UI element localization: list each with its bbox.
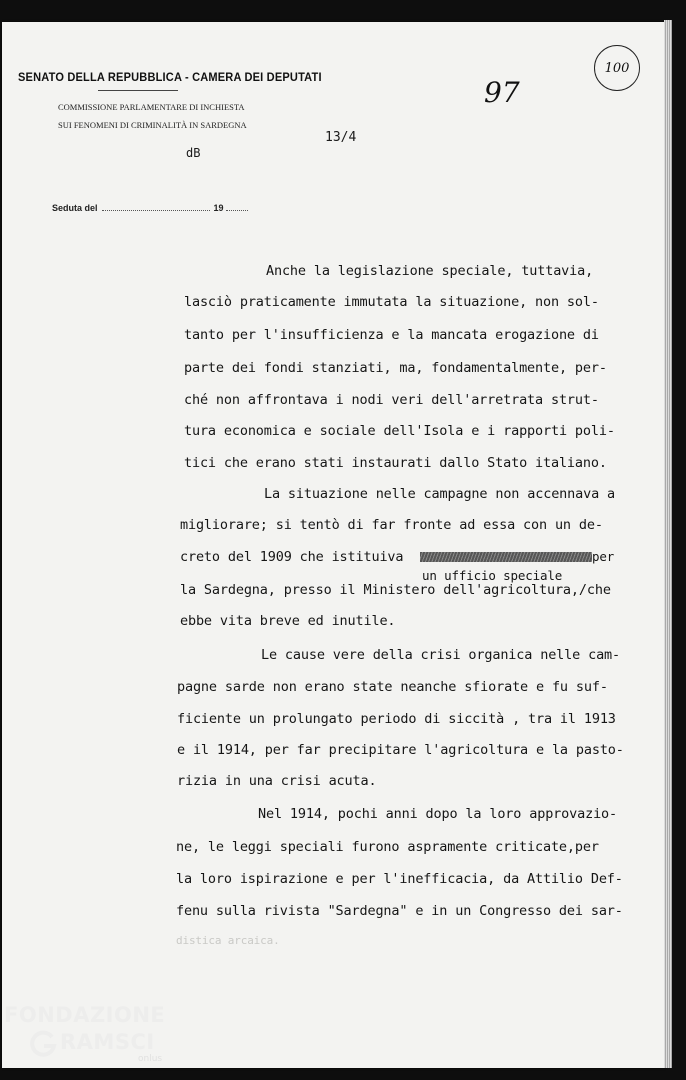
circled-page-number-text: 100 — [604, 60, 630, 76]
watermark-line-1: FONDAZIONE — [4, 1003, 166, 1027]
text-line: Anche la legislazione speciale, tuttavia, — [266, 263, 594, 279]
watermark-suffix: onlus — [138, 1054, 163, 1064]
seduta-line — [52, 202, 248, 213]
commission-line-2: SUI FENOMENI DI CRIMINALITÀ IN SARDEGNA — [58, 120, 247, 130]
text-line: tici che erano stati instaurati dallo Stato italiano. — [184, 455, 607, 471]
commission-line-1: COMMISSIONE PARLAMENTARE DI INCHIESTA — [58, 102, 245, 112]
text-line: ne, le leggi speciali furono aspramente criticate,per — [176, 839, 599, 855]
text-line: lasciò praticamente immutata la situazione, non sol- — [184, 294, 599, 310]
text-line: fenu sulla rivista "Sardegna" e in un Congresso dei sar- — [176, 903, 623, 919]
watermark-g-logo-icon — [28, 1028, 58, 1058]
bleed-through-text: distica arcaica. — [176, 934, 280, 947]
seduta-date-blank — [102, 202, 210, 211]
inserted-correction: un ufficio speciale — [422, 568, 563, 583]
struck-out-text — [420, 552, 592, 562]
text-line: Nel 1914, pochi anni dopo la loro approvazio- — [258, 806, 617, 822]
text-line: la loro ispirazione e per l'inefficacia, da Attilio Def- — [176, 871, 623, 887]
text-line: tura economica e sociale dell'Isola e i rapporti poli- — [184, 423, 615, 439]
watermark-line-2: RAMSCI — [60, 1030, 155, 1054]
seduta-year: 19 — [213, 203, 224, 213]
text-line: tanto per l'insufficienza e la mancata erogazione di — [184, 327, 599, 343]
title-rule — [98, 90, 178, 91]
seduta-label: Seduta del — [52, 203, 98, 213]
page-edge — [664, 20, 672, 1068]
text-line: migliorare; si tentò di far fronte ad essa con un de- — [180, 517, 603, 533]
text-line: Le cause vere della crisi organica nelle cam- — [261, 647, 620, 663]
reference-number: 13/4 — [325, 130, 357, 145]
institution-title: SENATO DELLA REPUBBLICA - CAMERA DEI DEPUTATI — [18, 70, 322, 84]
text-line: per — [592, 549, 615, 564]
handwritten-page-number: 97 — [484, 76, 520, 109]
text-line: ficiente un prolungato periodo di siccità , tra il 1913 — [177, 711, 616, 727]
text-line: la Sardegna, presso il Ministero dell'agricoltura,/che — [180, 582, 611, 598]
text-line: parte dei fondi stanziati, ma, fondamentalmente, per- — [184, 360, 607, 376]
text-line: e il 1914, per far precipitare l'agricoltura e la pasto- — [177, 742, 624, 758]
typist-initials: dB — [186, 146, 201, 160]
circled-page-number — [594, 45, 640, 91]
text-line: rizia in una crisi acuta. — [177, 773, 377, 789]
text-line: La situazione nelle campagne non accennava a — [264, 486, 616, 502]
text-line: ebbe vita breve ed inutile. — [180, 613, 396, 629]
text-line: creto del 1909 che istituiva — [180, 549, 404, 565]
text-line: pagne sarde non erano state neanche sfiorate e fu suf- — [177, 679, 608, 695]
text-line: ché non affrontava i nodi veri dell'arretrata strut- — [184, 392, 599, 408]
seduta-year-blank — [226, 202, 248, 211]
